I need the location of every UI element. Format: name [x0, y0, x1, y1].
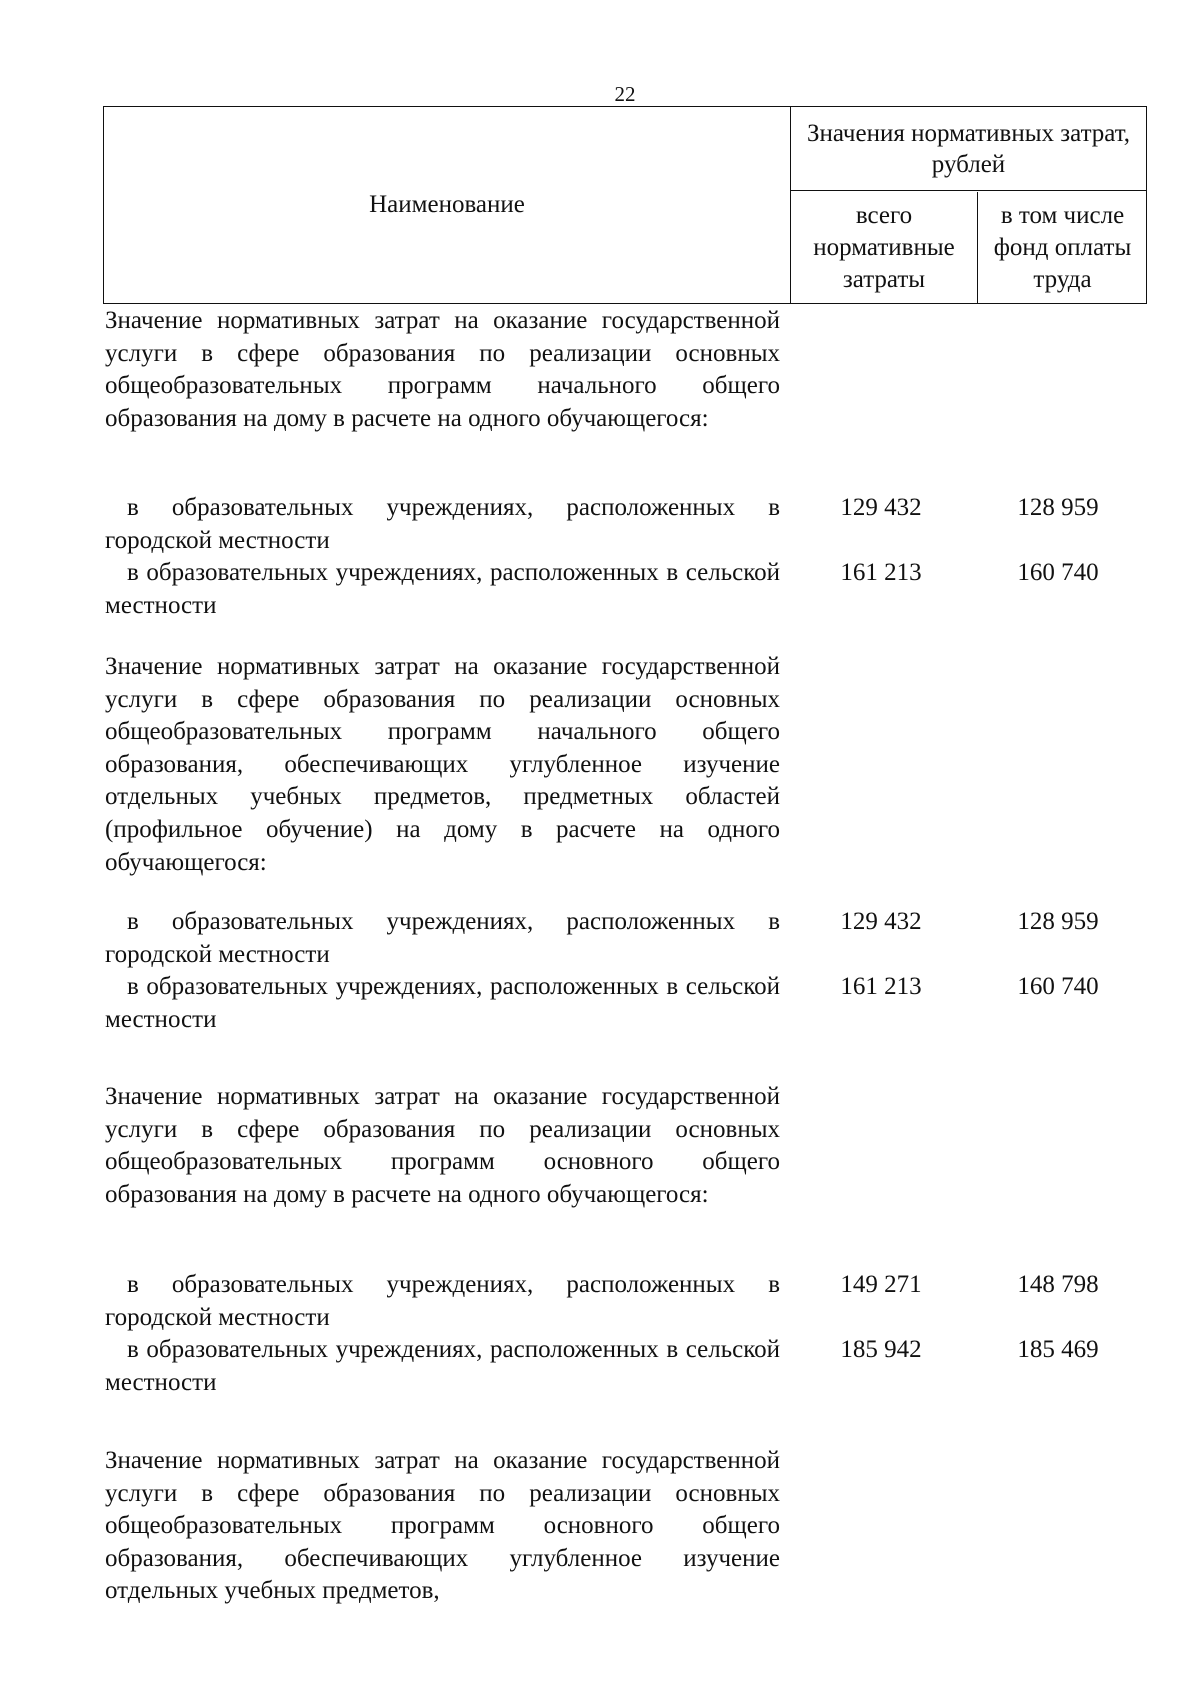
- row-label: в образовательных учреждениях, расположенных в сельской местности: [105, 1336, 780, 1396]
- section-heading: Значение нормативных затрат на оказание государственной услуги в сфере образования по реализации основных общеобразовательных программ начального общего образования на дому в расчете на одного обучающегося:: [105, 307, 780, 432]
- row-total-value: 161 213: [840, 973, 922, 1000]
- header-total-column: всего нормативные затраты: [791, 192, 978, 303]
- row-total-value: 161 213: [840, 559, 922, 586]
- row-payroll-value: 128 959: [1017, 494, 1099, 521]
- row-label: в образовательных учреждениях, расположенных в городской местности: [105, 1271, 780, 1331]
- table-header: [103, 106, 1147, 304]
- row-payroll-value: 160 740: [1017, 559, 1099, 586]
- row-total-value: 129 432: [840, 494, 922, 521]
- header-values-group: Значения нормативных затрат, рублей: [791, 107, 1146, 191]
- row-payroll-value: 185 469: [1017, 1336, 1099, 1363]
- row-label: в образовательных учреждениях, расположенных в городской местности: [105, 494, 780, 554]
- row-payroll-value: 148 798: [1017, 1271, 1099, 1298]
- row-total-value: 129 432: [840, 908, 922, 935]
- section-heading: Значение нормативных затрат на оказание государственной услуги в сфере образования по реализации основных общеобразовательных программ основного общего образования, обеспечивающих углубленное изучение отдельных учебных предметов,: [105, 1447, 780, 1605]
- row-payroll-value: 128 959: [1017, 908, 1099, 935]
- header-payroll-column: в том числе фонд оплаты труда: [993, 202, 1132, 293]
- row-payroll-value: 160 740: [1017, 973, 1099, 1000]
- section-heading: Значение нормативных затрат на оказание государственной услуги в сфере образования по реализации основных общеобразовательных программ основного общего образования на дому в расчете на одного обучающегося:: [105, 1083, 780, 1208]
- header-name-column: Наименование: [104, 107, 791, 303]
- row-label: в образовательных учреждениях, расположенных в городской местности: [105, 908, 780, 968]
- row-total-value: 149 271: [840, 1271, 922, 1298]
- page-number: 22: [614, 82, 636, 106]
- row-label: в образовательных учреждениях, расположенных в сельской местности: [105, 973, 780, 1033]
- row-label: в образовательных учреждениях, расположенных в сельской местности: [105, 559, 780, 619]
- row-total-value: 185 942: [840, 1336, 922, 1363]
- section-heading: Значение нормативных затрат на оказание государственной услуги в сфере образования по реализации основных общеобразовательных программ начального общего образования, обеспечивающих углубленное изучение отдельных учебных предметов, предметных областей (профильное обучение) на дому в расчете на одного обучающегося:: [105, 653, 780, 876]
